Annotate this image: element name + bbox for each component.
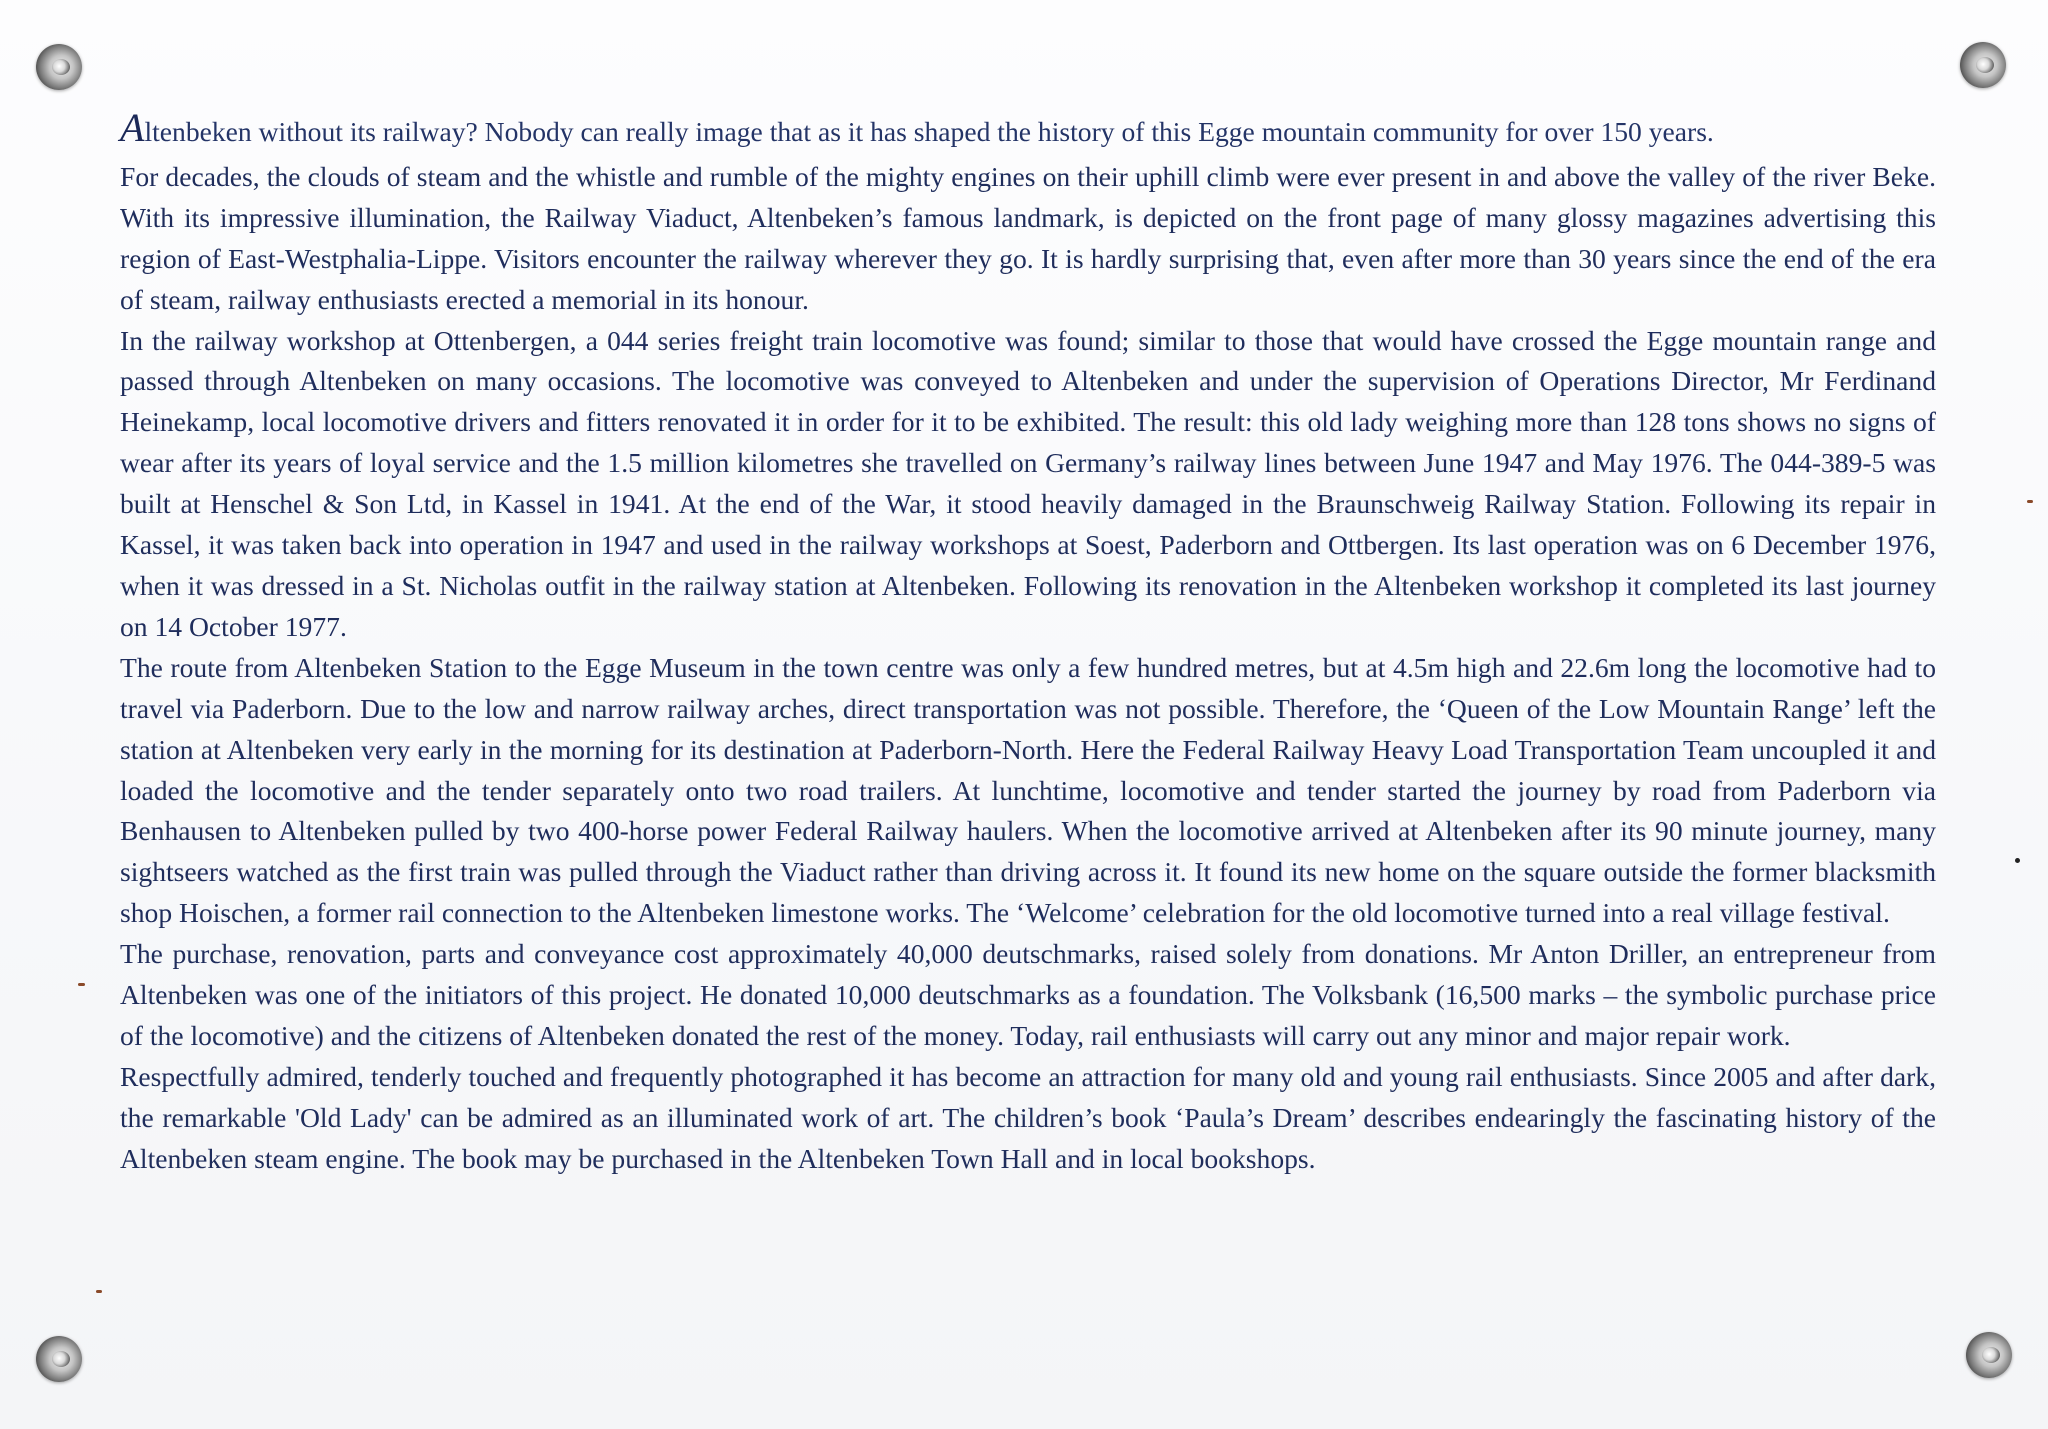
paragraph-locomotive-found: In the railway workshop at Ottenbergen, a 044 series freight train locomotive was found; similar to those that would have crossed the Egge mountain range and passed through Altenbeken on many occasions. The locomotive was conveyed to Altenbeken and under the supervision of Operations Director, Mr Ferdinand Heinekamp, local locomotive drivers and fitters renovated it in order for it to be exhibited. The result: this old lady weighing more than 128 tons shows no signs of wear after its years of loyal service and the 1.5 million kilometres she travelled on Germany’s railway lines between June 1947 and May 1976. The 044-389-5 was built at Henschel & Son Ltd, in Kassel in 1941. At the end of the War, it stood heavily damaged in the Braunschweig Railway Station. Following its repair in Kassel, it was taken back into operation in 1947 and used in the railway workshops at Soest, Paderborn and Ottbergen. Its last operation was on 6 December 1976, when it was dressed in a St. Nicholas outfit in the railway station at Altenbeken. Following its renovation in the Altenbeken workshop it completed its last journey on 14 October 1977. [120,324,1936,642]
drop-cap: A [120,105,145,150]
intro-paragraph [120,105,1936,153]
screw-bottom-left-icon [36,1336,82,1382]
paragraph-transport-route: The route from Altenbeken Station to the Egge Museum in the town centre was only a few hundred metres, but at 4.5m high and 22.6m long the locomotive had to travel via Paderborn. Due to the low and narrow railway arches, direct transportation was not possible. Therefore, the ‘Queen of the Low Mountain Range’ left the station at Altenbeken very early in the morning for its destination at Paderborn-North. Here the Federal Railway Heavy Load Transportation Team uncoupled it and loaded the locomotive and the tender separately onto two road trailers. At lunchtime, locomotive and tender started the journey by road from Paderborn via Benhausen to Altenbeken pulled by two 400-horse power Federal Railway haulers. When the locomotive arrived at Altenbeken after its 90 minute journey, many sightseers watched as the first train was pulled through the Viaduct rather than driving across it. It found its new home on the square outside the former blacksmith shop Hoischen, a former rail connection to the Altenbeken limestone works. The ‘Welcome’ celebration for the old locomotive turned into a real village festival. [120,651,1936,929]
screw-bottom-right-icon [1966,1332,2012,1378]
paint-speck [96,1290,102,1293]
paint-speck [2015,858,2020,863]
screw-top-left-icon [36,44,82,90]
paragraph-railway-history: For decades, the clouds of steam and the whistle and rumble of the mighty engines on their uphill climb were ever present in and above the valley of the river Beke. With its impressive illumination, the Railway Viaduct, Altenbeken’s famous landmark, is depicted on the front page of many glossy magazines advertising this region of East-Westphalia-Lippe. Visitors encounter the railway wherever they go. It is hardly surprising that, even after more than 30 years since the end of the era of steam, railway enthusiasts erected a memorial in its honour. [120,160,1936,315]
paragraph-funding: The purchase, renovation, parts and conveyance cost approximately 40,000 deutschmarks, raised solely from donations. Mr Anton Driller, an entrepreneur from Altenbeken was one of the initiators of this project. He donated 10,000 deutschmarks as a foundation. The Volksbank (16,500 marks – the symbolic purchase price of the locomotive) and the citizens of Altenbeken donated the rest of the money. Today, rail enthusiasts will carry out any minor and major repair work. [120,938,1936,1051]
paragraph-attraction: Respectfully admired, tenderly touched and frequently photographed it has become an attraction for many old and young rail enthusiasts. Since 2005 and after dark, the remarkable 'Old Lady' can be admired as an illuminated work of art. The children’s book ‘Paula’s Dream’ describes endearingly the fascinating history of the Altenbeken steam engine. The book may be purchased in the Altenbeken Town Hall and in local bookshops. [120,1060,1936,1174]
paint-speck [2027,500,2033,503]
screw-top-right-icon [1960,42,2006,88]
plaque-text [120,105,1936,1180]
paint-speck [78,983,85,986]
intro-text: ltenbeken without its railway? Nobody can really image that as it has shaped the history of this Egge mountain community for over 150 years. [144,116,1714,147]
